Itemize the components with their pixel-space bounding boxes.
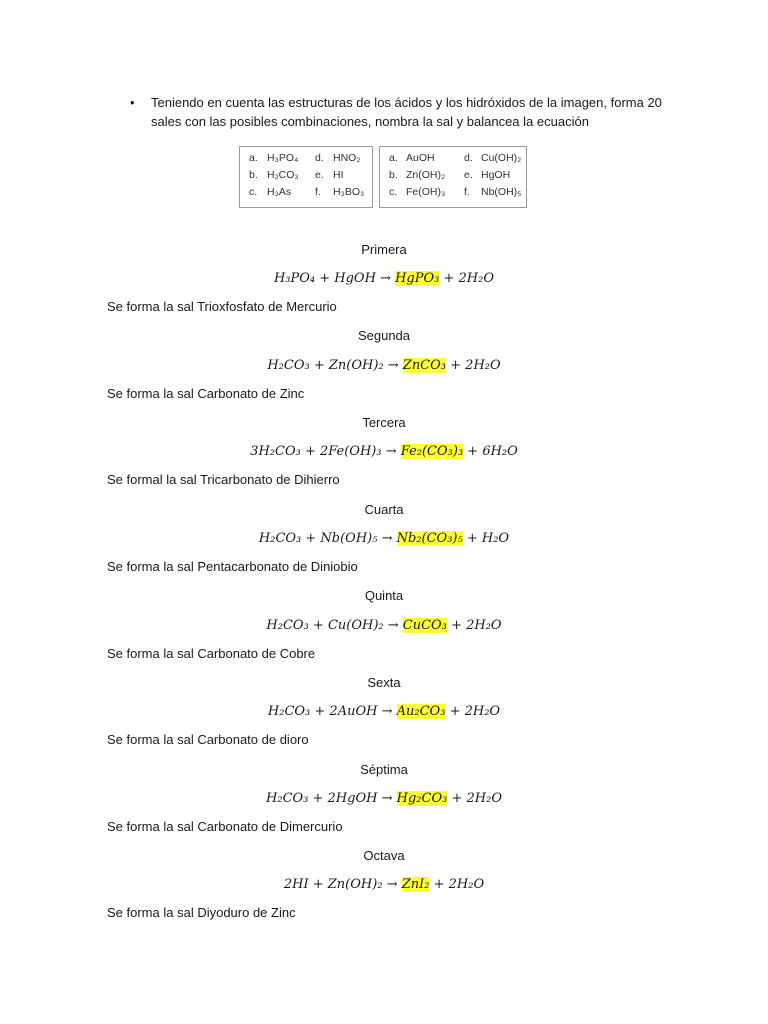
hydroxides-table — [379, 146, 527, 208]
base-letter: b. — [389, 169, 398, 181]
salt-description: Se forma la sal Carbonato de Zinc — [107, 386, 305, 401]
salt-product-highlight: Fe₂(CO₃)₃ — [400, 444, 464, 459]
salt-description: Se forma la sal Diyoduro de Zinc — [107, 905, 296, 920]
equation-byproduct: + 2H₂O — [443, 271, 495, 286]
salt-description: Se formal la sal Tricarbonato de Dihierro — [107, 472, 340, 487]
equation-reactants: H₂CO₃ + 2AuOH → — [267, 704, 393, 719]
section-title: Sexta — [367, 675, 401, 690]
salt-product-highlight: Hg₂CO₃ — [396, 791, 448, 806]
chemical-equation — [0, 357, 768, 375]
base-formula: Zn(OH)₂ — [406, 169, 446, 181]
bases-row-1 — [380, 150, 526, 167]
acid-formula: H₂CO₃ — [267, 169, 299, 181]
salt-product-highlight: CuCO₃ — [402, 618, 447, 633]
base-formula: Cu(OH)₂ — [481, 152, 522, 164]
bullet-marker: • — [130, 95, 135, 110]
base-formula: Fe(OH)₃ — [406, 186, 446, 198]
instruction-text: Teniendo en cuenta las estructuras de los ácidos y los hidróxidos de la imagen, forma 20 sales con las posibles combinaciones, nombra la sal y balancea la ecuación — [151, 95, 662, 129]
acid-letter: e. — [315, 169, 324, 181]
acid-letter: d. — [315, 152, 324, 164]
acid-formula: H₃As — [267, 186, 292, 198]
equation-byproduct: + 2H₂O — [433, 877, 485, 892]
chemical-equation — [0, 703, 768, 721]
equation-reactants: 2HI + Zn(OH)₂ → — [283, 877, 398, 892]
equation-reactants: 3H₂CO₃ + 2Fe(OH)₃ → — [250, 444, 397, 459]
base-formula: Nb(OH)₅ — [481, 186, 522, 198]
acids-table — [239, 146, 373, 208]
acid-formula: H₃PO₄ — [267, 152, 299, 164]
equation-byproduct: + 2H₂O — [451, 618, 502, 633]
chemical-equation — [0, 876, 768, 894]
salt-description: Se forma la sal Carbonato de Dimercurio — [107, 819, 343, 834]
acid-letter: f. — [315, 186, 321, 198]
acid-formula: H₃BO₃ — [333, 186, 365, 198]
salt-description: Se forma la sal Carbonato de Cobre — [107, 646, 316, 661]
equation-byproduct: + 2H₂O — [451, 791, 502, 806]
acid-formula: HI — [333, 169, 344, 181]
section-title: Séptima — [360, 762, 408, 777]
salt-description: Se forma la sal Carbonato de dioro — [107, 732, 309, 747]
equation-byproduct: + 6H₂O — [467, 444, 518, 459]
acid-letter: b. — [249, 169, 258, 181]
base-letter: f. — [464, 186, 470, 198]
base-formula: HgOH — [481, 169, 511, 181]
acids-row-2 — [240, 167, 372, 184]
section-title: Segunda — [357, 328, 411, 343]
equation-reactants: H₃PO₄ + HgOH → — [273, 271, 391, 286]
chemical-equation — [0, 530, 768, 548]
section-title: Cuarta — [364, 502, 404, 517]
bases-row-2 — [380, 167, 526, 184]
salt-product-highlight: HgPO₃ — [395, 271, 440, 286]
acids-row-3 — [240, 184, 372, 201]
salt-description: Se forma la sal Trioxfosfato de Mercurio — [107, 299, 337, 314]
chemical-equation — [0, 443, 768, 461]
equation-byproduct: + H₂O — [466, 531, 510, 546]
section-title: Primera — [361, 242, 407, 257]
acid-letter: a. — [249, 152, 258, 164]
equation-byproduct: + 2H₂O — [449, 704, 501, 719]
chemical-equation — [0, 270, 768, 288]
base-formula: AuOH — [406, 152, 435, 164]
section-title: Quinta — [364, 588, 404, 603]
base-letter: a. — [389, 152, 398, 164]
salt-description: Se forma la sal Pentacarbonato de Diniobio — [107, 559, 358, 574]
acid-formula: HNO₂ — [333, 152, 361, 164]
acid-letter: c. — [249, 186, 258, 198]
equation-reactants: H₂CO₃ + 2HgOH → — [266, 791, 393, 806]
base-letter: d. — [464, 152, 473, 164]
equation-reactants: H₂CO₃ + Cu(OH)₂ → — [266, 618, 399, 633]
equation-byproduct: + 2H₂O — [450, 358, 501, 373]
acids-row-1 — [240, 150, 372, 167]
base-letter: e. — [464, 169, 473, 181]
salt-product-highlight: Au₂CO₃ — [396, 704, 446, 719]
section-title: Tercera — [362, 415, 406, 430]
chemical-equation — [0, 617, 768, 635]
base-letter: c. — [389, 186, 398, 198]
salt-product-highlight: ZnCO₃ — [402, 358, 447, 373]
chemical-equation — [0, 790, 768, 808]
section-title: Octava — [363, 848, 405, 863]
salt-product-highlight: ZnI₂ — [401, 877, 430, 892]
bases-row-3 — [380, 184, 526, 201]
salt-product-highlight: Nb₂(CO₃)₅ — [396, 531, 463, 546]
equation-reactants: H₂CO₃ + Zn(OH)₂ → — [267, 358, 399, 373]
equation-reactants: H₂CO₃ + Nb(OH)₅ → — [258, 531, 393, 546]
